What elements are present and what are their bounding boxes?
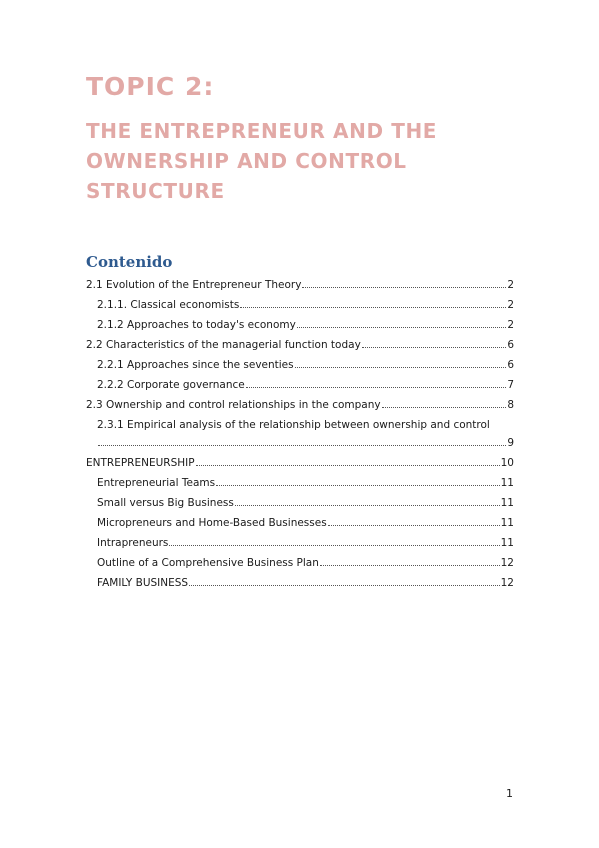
toc-leader-dots — [98, 444, 506, 446]
toc-entry-page: 2 — [507, 279, 514, 291]
toc-entry-text: 2.2.1 Approaches since the seventies — [97, 359, 294, 371]
toc-leader-dots — [240, 306, 506, 308]
toc-entry-text: 2.2.2 Corporate governance — [97, 379, 245, 391]
toc-entry-page: 11 — [500, 497, 514, 509]
toc-entry-page: 7 — [507, 379, 514, 391]
topic-title: TOPIC 2: — [86, 72, 215, 101]
toc-entry[interactable] — [86, 271, 514, 291]
toc-entry[interactable] — [86, 411, 514, 449]
toc-entry-page: 2 — [507, 299, 514, 311]
toc-leader-dots — [297, 326, 506, 328]
toc-leader-dots — [302, 286, 506, 288]
toc-entry[interactable] — [86, 449, 514, 469]
toc-entry[interactable] — [86, 371, 514, 391]
toc-entry-page: 6 — [507, 359, 514, 371]
toc-entry-text: 2.2 Characteristics of the managerial function today — [86, 339, 361, 351]
toc-leader-dots — [295, 366, 507, 368]
toc-entry-text: 2.1 Evolution of the Entrepreneur Theory — [86, 279, 302, 291]
toc-entry[interactable] — [86, 469, 514, 489]
toc-entry[interactable] — [86, 391, 514, 411]
toc-entry-text: 2.3 Ownership and control relationships in the company — [86, 399, 381, 411]
toc-entry-page: 10 — [500, 457, 514, 469]
toc-leader-dots — [328, 524, 500, 526]
toc-entry-page: 12 — [500, 557, 514, 569]
toc-entry-text: 2.1.1. Classical economists — [97, 299, 240, 311]
toc-leader-dots — [362, 346, 507, 348]
toc-entry-text: Entrepreneurial Teams — [97, 477, 216, 489]
toc-entry-text: 2.3.1 Empirical analysis of the relationship between ownership and control — [97, 419, 490, 431]
toc-entry[interactable] — [86, 489, 514, 509]
toc-leader-dots — [216, 484, 500, 486]
toc-entry[interactable] — [86, 291, 514, 311]
toc-leader-dots — [246, 386, 507, 388]
table-of-contents — [86, 271, 514, 589]
toc-entry-page: 6 — [507, 339, 514, 351]
toc-entry-page: 12 — [500, 577, 514, 589]
toc-entry-page: 2 — [507, 319, 514, 331]
toc-entry-page: 11 — [500, 517, 514, 529]
toc-entry-text: Micropreneurs and Home-Based Businesses — [97, 517, 327, 529]
toc-entry[interactable] — [86, 549, 514, 569]
toc-entry-page: 9 — [507, 437, 514, 449]
toc-entry-page: 11 — [500, 537, 514, 549]
toc-leader-dots — [382, 406, 507, 408]
toc-leader-dots — [235, 504, 500, 506]
toc-entry-page: 8 — [507, 399, 514, 411]
toc-entry-text: FAMILY BUSINESS — [97, 577, 189, 589]
toc-entry-line — [86, 411, 514, 431]
document-title: THE ENTREPRENEUR AND THE OWNERSHIP AND CONTROL STRUCTURE — [86, 119, 438, 203]
toc-leader-dots — [196, 464, 500, 466]
toc-entry-text: Outline of a Comprehensive Business Plan — [97, 557, 319, 569]
toc-entry[interactable] — [86, 331, 514, 351]
toc-entry[interactable] — [86, 509, 514, 529]
toc-leader-dots — [320, 564, 500, 566]
toc-entry-text: 2.1.2 Approaches to today's economy — [97, 319, 296, 331]
toc-entry-line — [86, 431, 514, 449]
toc-entry[interactable] — [86, 351, 514, 371]
toc-entry[interactable] — [86, 569, 514, 589]
page-number: 1 — [506, 787, 513, 800]
toc-entry[interactable] — [86, 529, 514, 549]
toc-heading: Contenido — [86, 253, 173, 271]
toc-entry-text: ENTREPRENEURSHIP — [86, 457, 195, 469]
toc-entry[interactable] — [86, 311, 514, 331]
toc-leader-dots — [169, 544, 499, 546]
toc-entry-page: 11 — [500, 477, 514, 489]
toc-entry-text: Small versus Big Business — [97, 497, 234, 509]
toc-entry-text: Intrapreneurs — [97, 537, 169, 549]
toc-leader-dots — [189, 584, 500, 586]
